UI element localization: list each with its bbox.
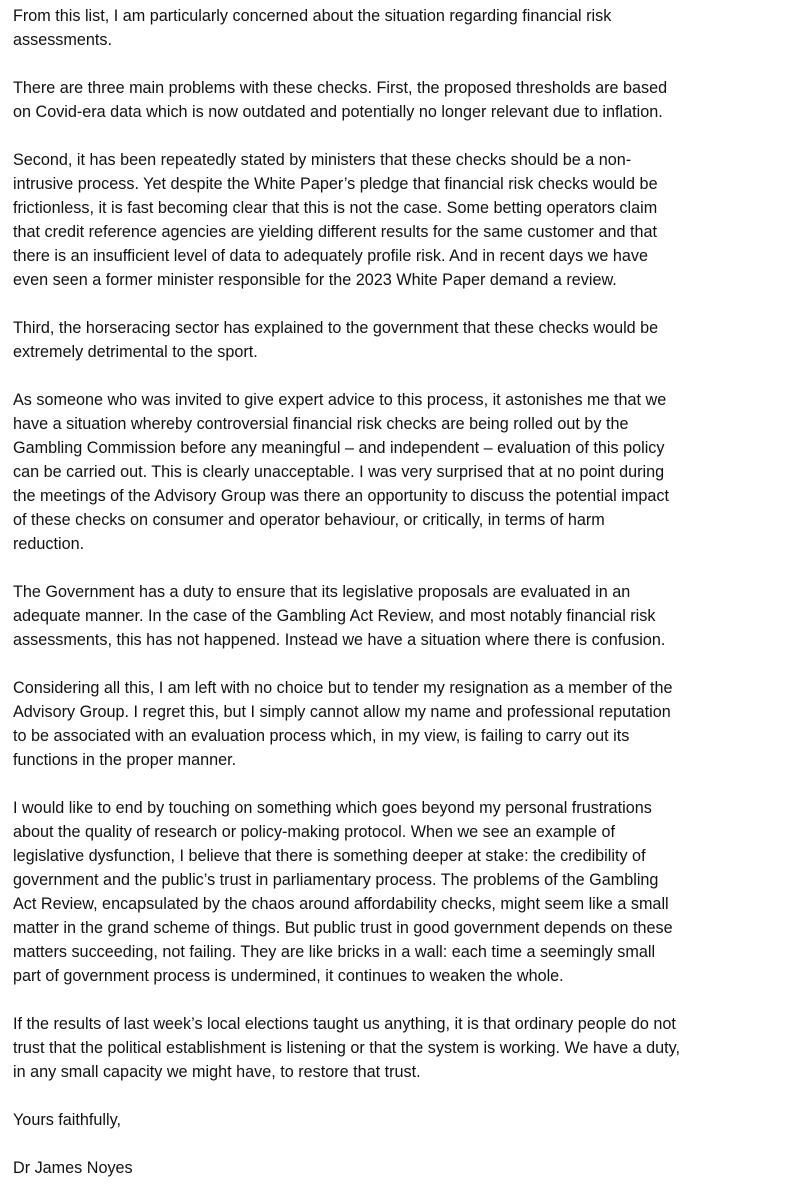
paragraph-public-trust: I would like to end by touching on something which goes beyond my personal frustrations about the quality of research or policy-making protocol. When we see an example of legislative dysfunction, I believe that there is something deeper at stake: the credibility of government and the public’s trust in parliamentary process. The problems of the Gambling Act Review, encapsulated by the chaos around affordability checks, might seem like a small matter in the grand scheme of things. But public trust in good government depends on these matters succeeding, not failing. They are like bricks in a wall: each time a seemingly small part of government process is undermined, it continues to weaken the whole. [13,799,673,985]
paragraph-government-duty: The Government has a duty to ensure that its legislative proposals are evaluated in an adequate manner. In the case of the Gambling Act Review, and most notably financial risk assessments, this has not happened. Instead we have a situation where there is confusion. [13,583,666,649]
paragraph-local-elections: If the results of last week’s local elections taught us anything, it is that ordinary people do not trust that the political establishment is listening or that the system is working. We have a duty, in any small capacity we might have, to restore that trust. [13,1015,680,1081]
paragraph-three-problems: There are three main problems with these checks. First, the proposed thresholds are based on Covid-era data which is now outdated and potentially no longer relevant due to inflation. [13,79,668,121]
paragraph-expert-advice: As someone who was invited to give expert advice to this process, it astonishes me that we have a situation whereby controversial financial risk checks are being rolled out by the Gambling Commission before any meaningful – and independent – evaluation of this policy can be carried out. This is clearly unacceptable. I was very surprised that at no point during the meetings of the Advisory Group was there an opportunity to discuss the potential impact of these checks on consumer and operator behaviour, or critically, in terms of harm reduction. [13,391,669,553]
paragraph-resignation: Considering all this, I am left with no choice but to tender my resignation as a member of the Advisory Group. I regret this, but I simply cannot allow my name and professional reputation to be associated with an evaluation process which, in my view, is failing to carry out its functions in the proper manner. [13,679,673,769]
paragraph-financial-risk-concern: From this list, I am particularly concerned about the situation regarding financial risk assessments. [13,7,612,49]
paragraph-third-problem: Third, the horseracing sector has explained to the government that these checks would be extremely detrimental to the sport. [13,319,659,361]
letter-signature: Dr James Noyes [13,1159,133,1177]
letter-closing: Yours faithfully, [13,1111,121,1129]
paragraph-second-problem: Second, it has been repeatedly stated by ministers that these checks should be a non- intrusive process. Yet despite the White Paper’s pledge that financial risk checks would be frictionless, it is fast becoming clear that this is not the case. Some betting operators claim that credit reference agencies are yielding different results for the same customer and that there is an insufficient level of data to adequately profile risk. And in recent days we have even seen a former minister responsible for the 2023 White Paper demand a review. [13,151,658,289]
